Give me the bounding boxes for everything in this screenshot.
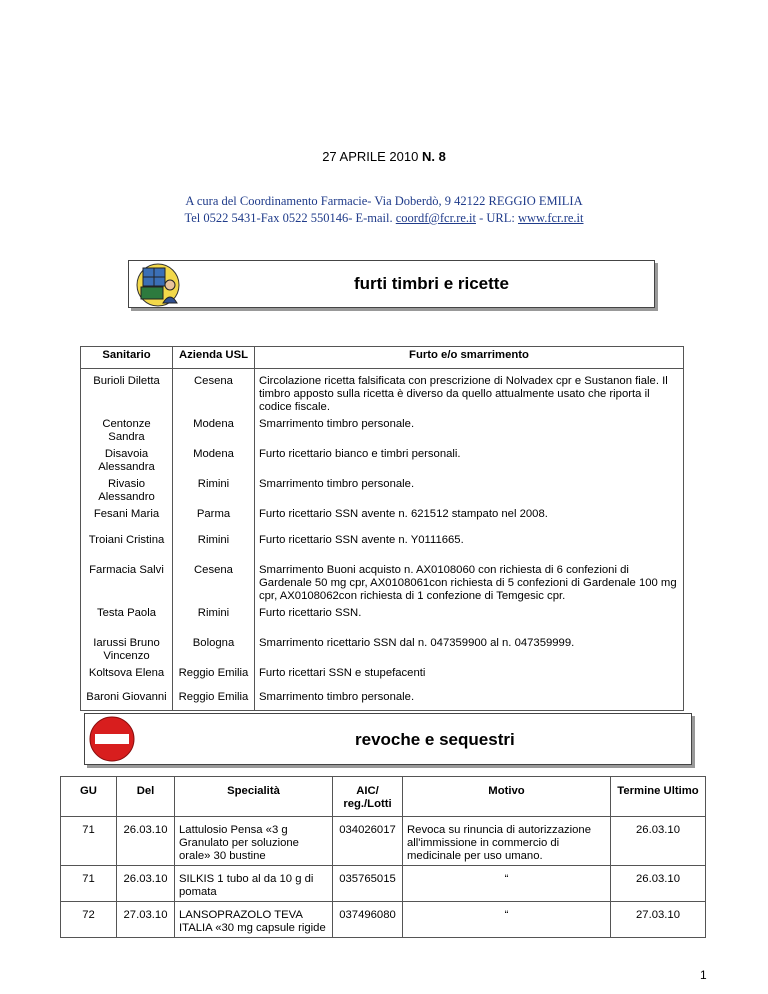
table-row: Troiani Cristina Rimini Furto ricettario SSN avente n. Y0111665. <box>81 528 684 556</box>
col-furto: Furto e/o smarrimento <box>255 347 684 369</box>
table-row: Testa Paola Rimini Furto ricettario SSN. <box>81 605 684 629</box>
table-row: Iarussi Bruno Vincenzo Bologna Smarrimento ricettario SSN dal n. 047359900 al n. 047359999. <box>81 629 684 665</box>
table-row: 71 26.03.10 SILKIS 1 tubo al da 10 g di pomata 035765015 “ 26.03.10 <box>61 866 706 902</box>
page-number: 1 <box>700 968 707 982</box>
table-row: Fesani Maria Parma Furto ricettario SSN avente n. 621512 stampato nel 2008. <box>81 506 684 528</box>
col-motivo: Motivo <box>403 777 611 817</box>
header-address: A cura del Coordinamento Farmacie- Via Doberdò, 9 42122 REGGIO EMILIA <box>185 194 583 208</box>
table-row: Burioli Diletta Cesena Circolazione ricetta falsificata con prescrizione di Nolvadex cpr e Sustanon fiale. Il timbro apposto sulla ricetta è diverso da quello attualmente usato che riporta il codice fiscale. <box>81 369 684 417</box>
table-row: 71 26.03.10 Lattulosio Pensa «3 g Granulato per soluzione orale» 30 bustine 034026017 Revoca su rinuncia di autorizzazione all'immissione in commercio di medicinale per uso umano. 26.03.10 <box>61 817 706 866</box>
issue-number: N. 8 <box>421 149 446 164</box>
table-row: Centonze Sandra Modena Smarrimento timbro personale. <box>81 416 684 446</box>
table-row: Disavoia Alessandra Modena Furto ricettario bianco e timbri personali. <box>81 446 684 476</box>
revoche-table <box>60 776 706 938</box>
pharmacy-clipart-icon <box>135 263 181 307</box>
col-gu: GU <box>61 777 117 817</box>
furti-header-row <box>81 347 684 369</box>
col-sanitario: Sanitario <box>81 347 173 369</box>
email-link[interactable]: coordf@fcr.re.it <box>395 211 476 225</box>
furti-title: furti timbri e ricette <box>354 274 509 293</box>
table-row: Farmacia Salvi Cesena Smarrimento Buoni acquisto n. AX0108060 con richiesta di 6 confezioni di Gardenale 50 mg cpr, AX0108061con richiesta di 5 confezioni di Gardenale 100 mg cpr, AX0108062con richiesta di 1 confezione di Temgesic cpr. <box>81 556 684 605</box>
revoche-header-row <box>61 777 706 817</box>
table-row: Rivasio Alessandro Rimini Smarrimento timbro personale. <box>81 476 684 506</box>
col-aic: AIC/ reg./Lotti <box>333 777 403 817</box>
issue-date <box>0 149 768 164</box>
date-text: 27 APRILE 2010 <box>322 149 422 164</box>
url-link[interactable]: www.fcr.re.it <box>518 211 584 225</box>
header-contacts-line: Tel 0522 5431-Fax 0522 550146- E-mail. coordf@fcr.re.it - URL: www.fcr.re.it <box>184 211 584 225</box>
revoche-title: revoche e sequestri <box>355 730 515 749</box>
col-termine: Termine Ultimo <box>611 777 706 817</box>
table-row: 72 27.03.10 LANSOPRAZOLO TEVA ITALIA «30 mg capsule rigide 037496080 “ 27.03.10 <box>61 902 706 938</box>
col-specialita: Specialità <box>175 777 333 817</box>
furti-banner <box>128 260 655 308</box>
col-azienda-usl: Azienda USL <box>173 347 255 369</box>
table-row: Koltsova Elena Reggio Emilia Furto ricettari SSN e stupefacenti <box>81 665 684 687</box>
no-entry-icon <box>87 716 137 762</box>
furti-table <box>80 346 684 711</box>
table-row: Baroni Giovanni Reggio Emilia Smarrimento timbro personale. <box>81 687 684 711</box>
col-del: Del <box>117 777 175 817</box>
header-contact <box>0 193 768 227</box>
revoche-banner <box>84 713 692 765</box>
